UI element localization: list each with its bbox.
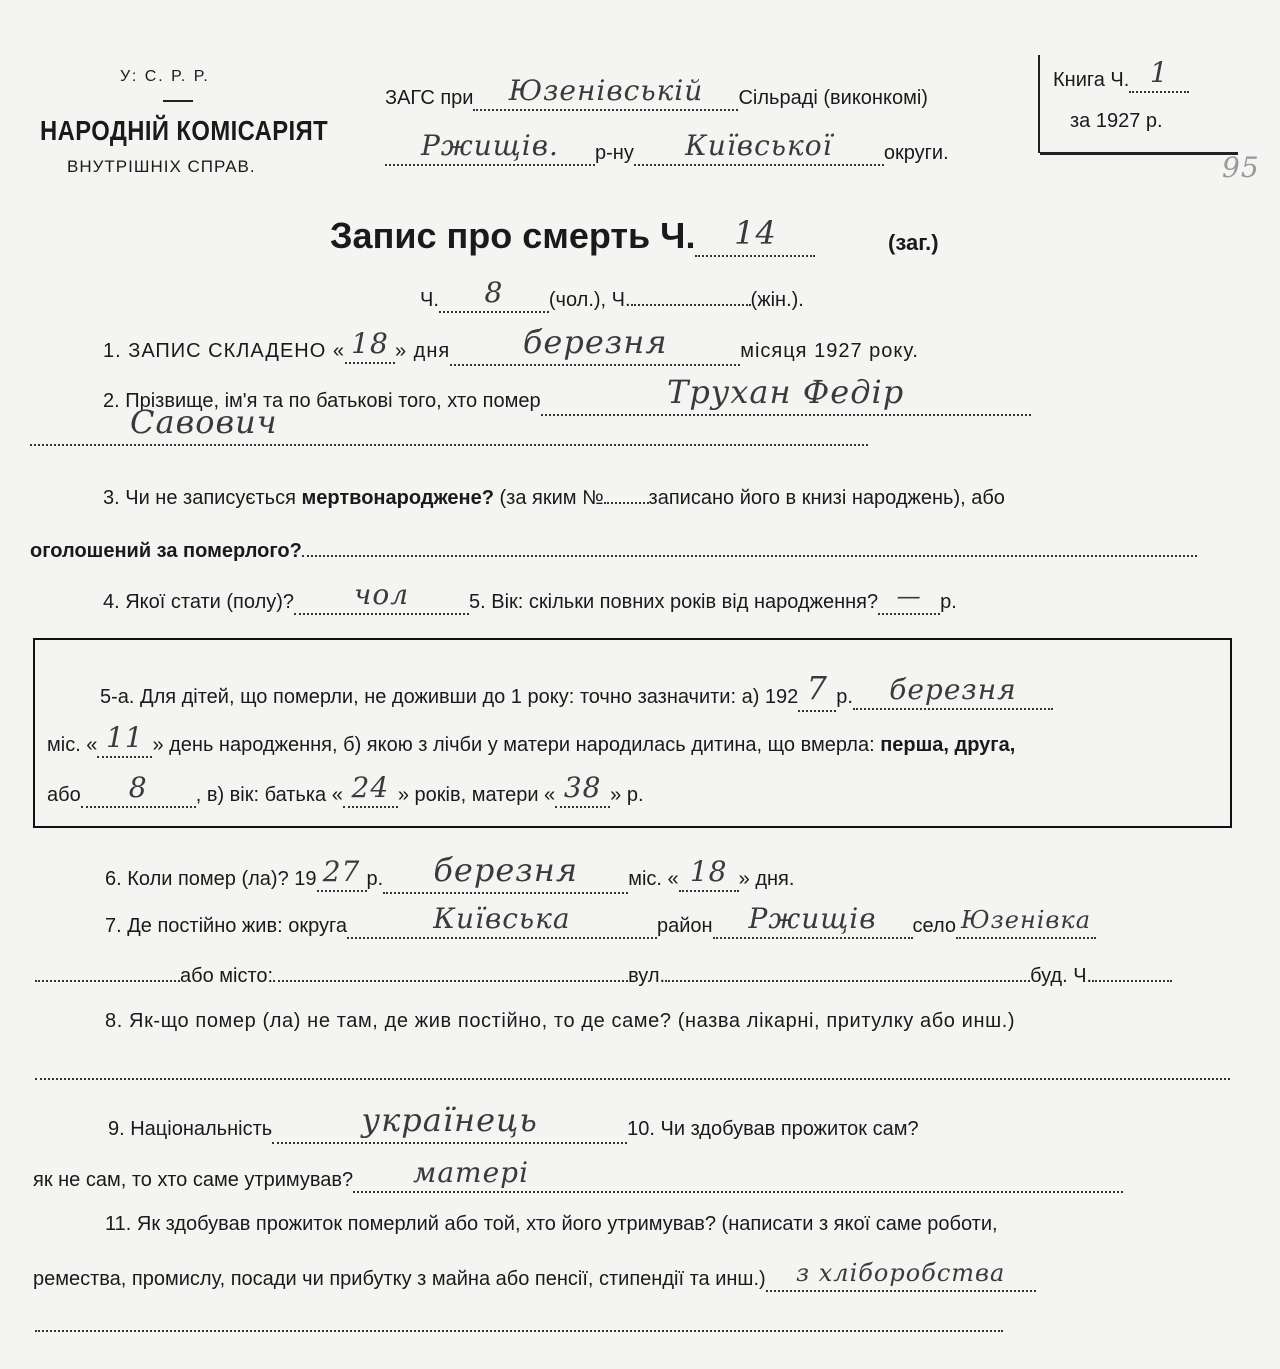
field-11b: ремества, промислу, посади чи прибутку з майна або пенсії, стипендії та инш.) з хліборобства (33, 1265, 1036, 1292)
page-title: Запис про смерть Ч. 14 (330, 215, 815, 257)
zags-label: ЗАГС при (385, 87, 474, 109)
sex-value: чол (353, 578, 410, 611)
birth-order: 8 (128, 771, 148, 804)
field-2b (30, 403, 868, 446)
birth-day: 11 (106, 721, 144, 754)
book-label: Книга Ч. 1 (1053, 62, 1189, 93)
deceased-patronymic: Савович (130, 403, 278, 441)
birth-month: березня (889, 673, 1017, 706)
commissariat-title: НАРОДНІЙ КОМІСАРІЯТ (40, 115, 329, 146)
father-age: 24 (351, 771, 390, 804)
residence-rayon: Ржищів (748, 902, 877, 935)
supporter-value: матері (413, 1156, 530, 1189)
zags-value: Юзенівській (508, 74, 704, 107)
divider (163, 100, 193, 102)
field-11a: 11. Як здобував прожиток померлий або той, хто його утримував? (написати з якої саме роботи, (105, 1213, 998, 1235)
male-number: 8 (484, 276, 504, 309)
field-9-10: 9. Національність українець 10. Чи здобував прожиток сам? (108, 1108, 919, 1144)
deceased-name: Трухан Федір (666, 373, 905, 411)
district-label: р-ну (595, 142, 634, 164)
record-month: березня (522, 323, 668, 361)
district-line (385, 129, 949, 166)
birth-year-digit: 7 (806, 669, 828, 707)
state-label: У: С. Р. Р. (120, 68, 210, 85)
residence-okruha: Київська (433, 902, 571, 935)
title-suffix: (заг.) (888, 230, 939, 255)
field-6: 6. Коли помер (ла)? 19 27 р. березня міс. « 18 » дня. (105, 858, 794, 894)
field-7b: або місто: вул. буд. Ч. (35, 960, 1172, 988)
zags-line (385, 74, 928, 111)
record-number: 14 (734, 214, 777, 252)
age-value: — (896, 582, 922, 610)
record-day: 18 (351, 327, 389, 360)
page-mark: 95 (1222, 151, 1260, 184)
field-5a-1: 5-а. Для дітей, що померли, не доживши до 1 року: точно зазначити: а) 192 7 р. березня (100, 676, 1053, 712)
death-day: 18 (689, 855, 728, 888)
field-3b: оголошений за померлого? (30, 535, 1230, 563)
field-1: 1. ЗАПИС СКЛАДЕНО « 18 » дня березня місяця 1927 року. (103, 330, 919, 366)
gender-count-line: Ч. 8 (чол.), Ч. (жін.). (420, 282, 804, 313)
book-box-border (1038, 55, 1040, 153)
dotted-line (35, 1078, 1230, 1080)
field-4-5: 4. Якої стати (полу)? чол 5. Вік: скільки повних років від народження? — р. (103, 584, 957, 615)
field-8: 8. Як-що помер (ла) не там, де жив постійно, то де саме? (назва лікарні, притулку або инш.) (105, 1010, 1016, 1032)
occupation-value: з хліборобства (796, 1259, 1006, 1287)
field-10b: як не сам, то хто саме утримував? матері (33, 1162, 1123, 1193)
book-year: за 1927 р. (1070, 110, 1163, 132)
ministry-title: ВНУТРІШНІХ СПРАВ. (67, 157, 256, 176)
zags-suffix: Сільраді (виконкомі) (738, 87, 928, 109)
book-number: 1 (1149, 56, 1169, 89)
death-month: березня (433, 851, 578, 889)
dotted-line (35, 1330, 1003, 1332)
field-5a-3: або 8 , в) вік: батька « 24 » років, матери « 38 » р. (47, 777, 644, 808)
district-value: Ржищів. (421, 129, 559, 162)
field-2: 2. Прізвище, ім'я та по батькові того, хто помер Трухан Федір (103, 380, 1031, 416)
book-box-bottom (1040, 152, 1238, 155)
death-year: 27 (322, 855, 361, 888)
page-mark-wrap (1222, 151, 1260, 188)
nationality-value: українець (361, 1101, 538, 1139)
okruha-value: Київської (685, 129, 833, 162)
mother-age: 38 (563, 771, 602, 804)
field-7: 7. Де постійно жив: округа Київська район Ржищів село Юзенівка (105, 908, 1096, 939)
residence-selo: Юзенівка (961, 906, 1092, 934)
okruha-label: округи. (883, 142, 949, 164)
field-3: 3. Чи не записується мертвонароджене? (за яким № записано його в книзі народжень), або (103, 482, 1005, 510)
field-5a-2: міс. « 11 » день народження, б) якою з лічби у матери народилась дитина, що вмерла: перша, друга, (47, 727, 1015, 758)
